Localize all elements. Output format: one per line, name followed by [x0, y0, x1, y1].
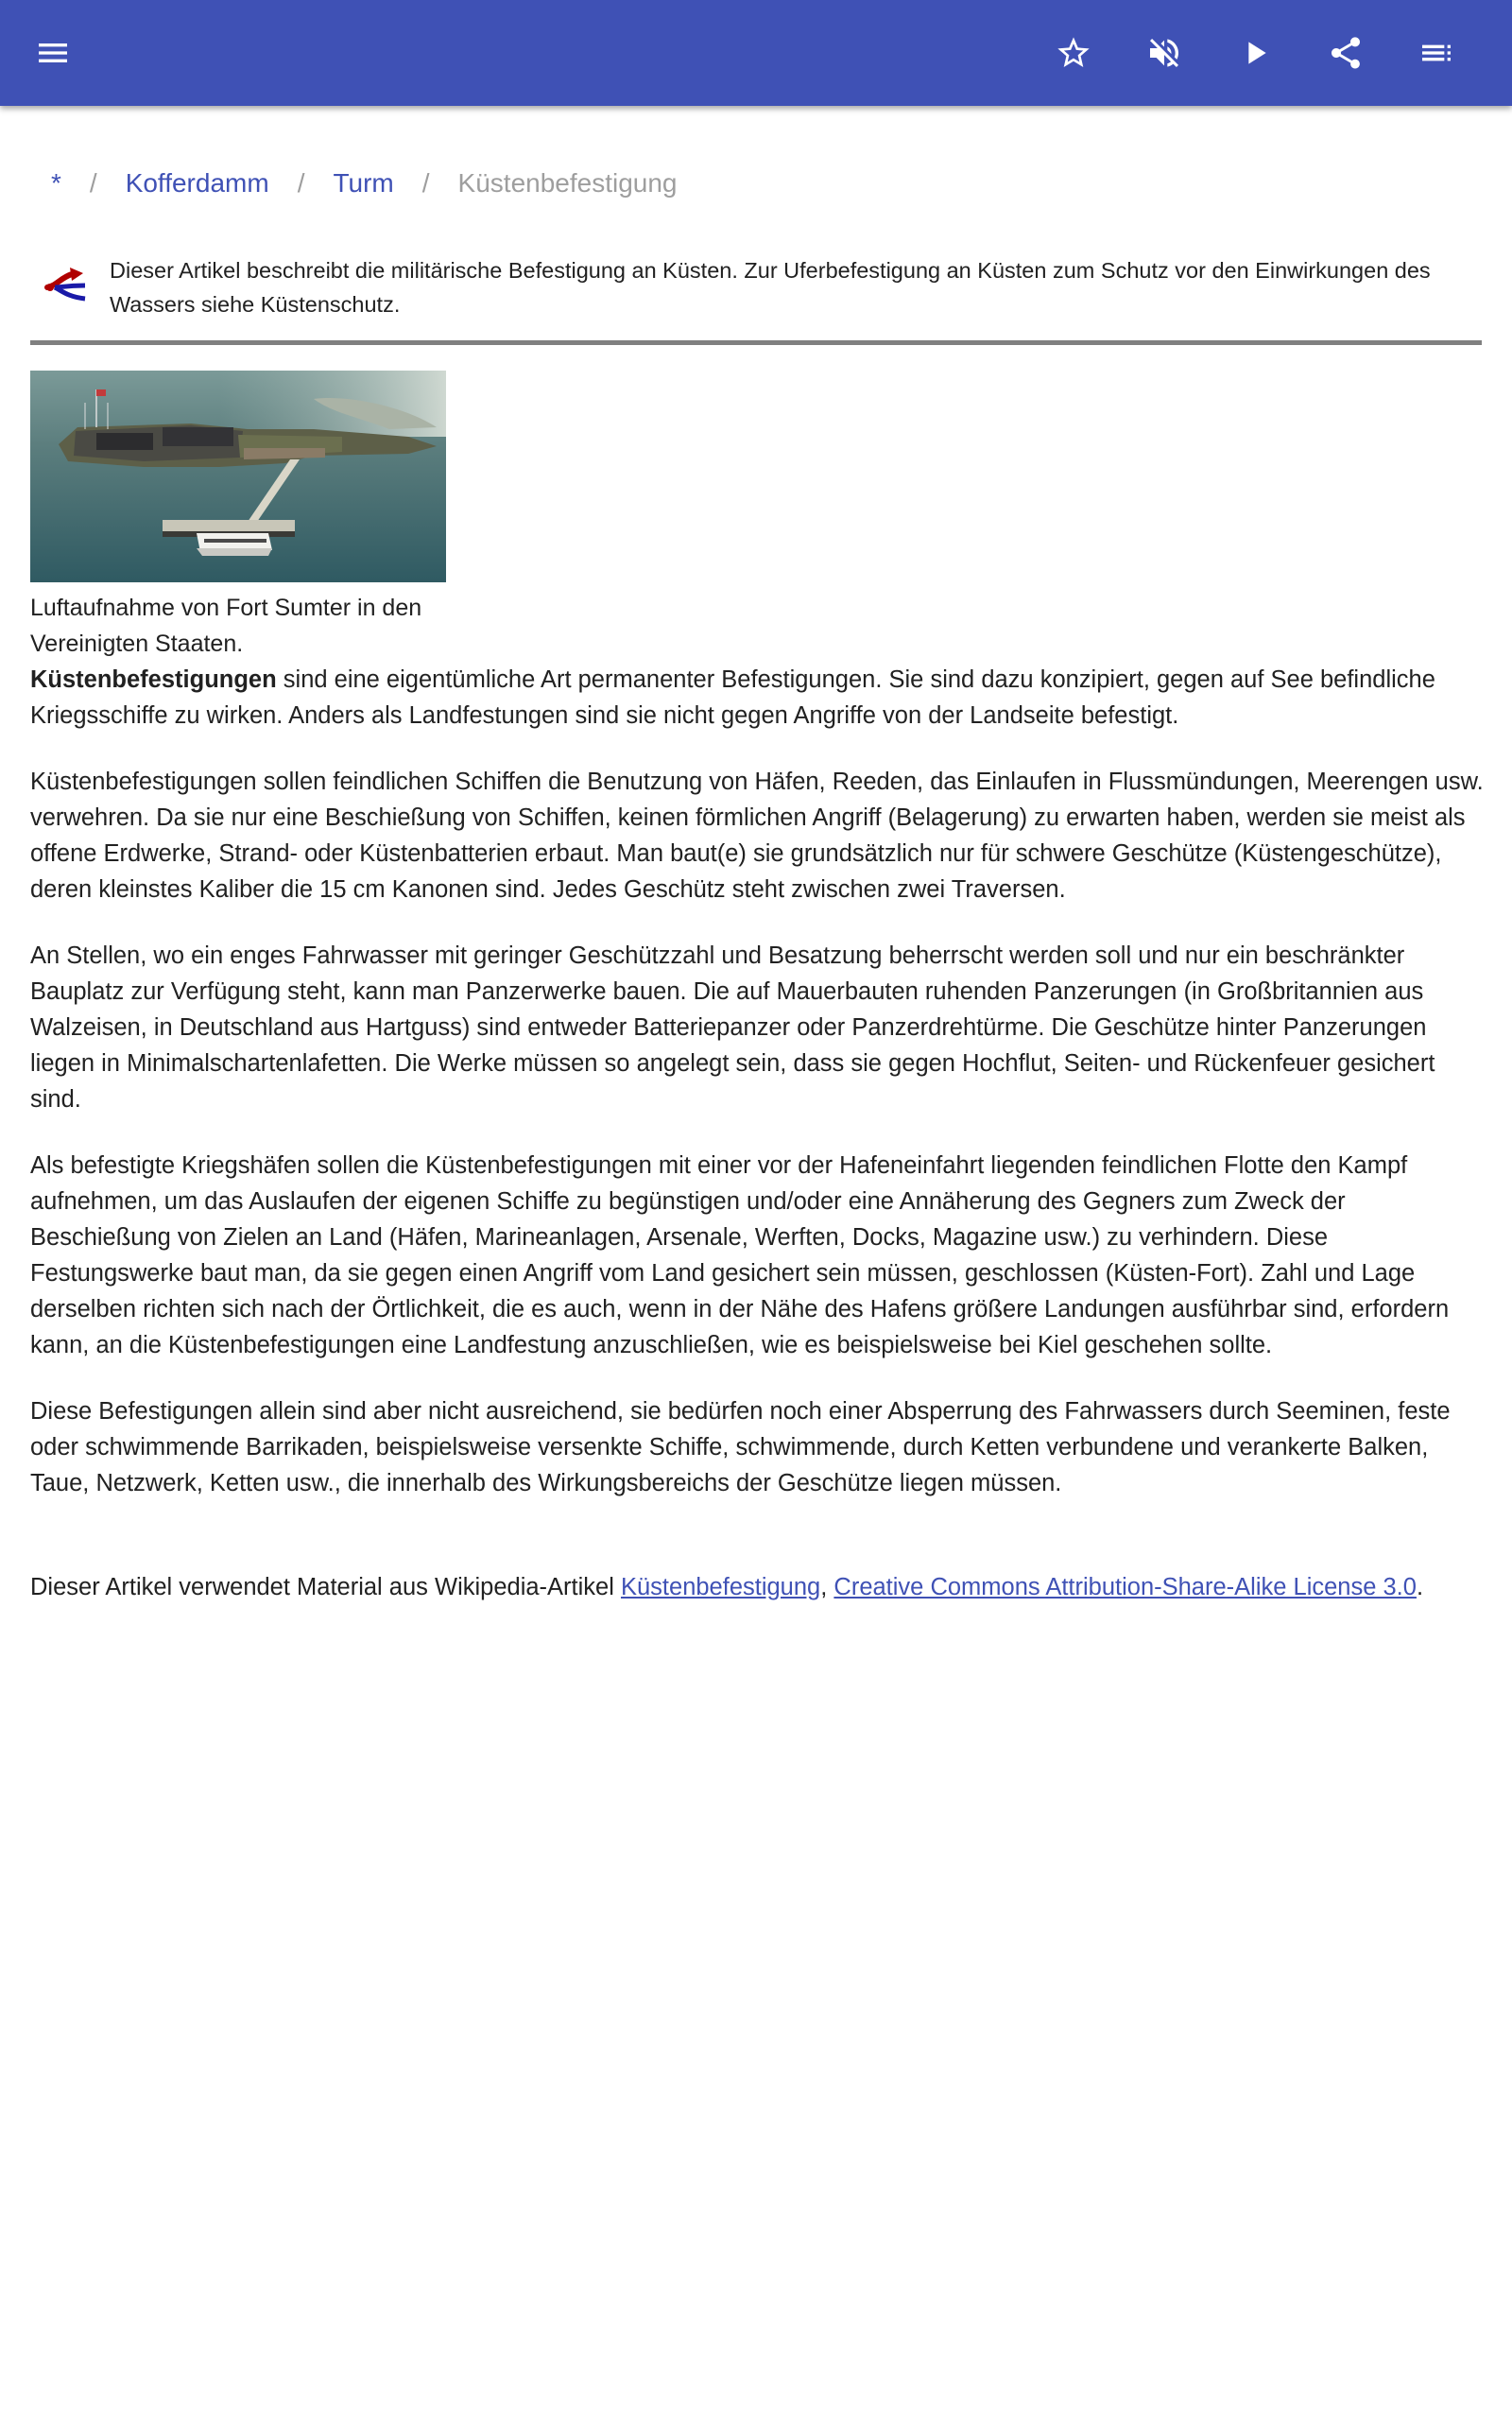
breadcrumb-kofferdamm[interactable]: Kofferdamm: [125, 168, 269, 198]
paragraph: Als befestigte Kriegshäfen sollen die Küstenbefestigungen mit einer vor der Hafeneinfahrt liegenden feindlichen Flotte den Kampf aufnehmen, um das Auslaufen der eigenen Schiffe zu begünstigen und/oder eine Annäherung des Gegners zum Zweck der Beschießung von Zielen an Land (Häfen, Marineanlagen, Arsenale, Werften, Docks, Magazine usw.) zu verhindern. Diese Festungswerke baut man, da sie gegen einen Angriff vom Land gesichert sein müssen, geschlossen (Küsten-Fort). Zahl und Lage derselben richten sich nach der Örtlichkeit, die es auch, wenn in der Nähe des Hafens größere Landungen ausführbar sind, erfordern kann, an die Küstenbefestigungen eine Landfestung anzuschließen, wie es beispielsweise bei Kiel geschehen sollte.: [30, 1152, 1450, 1358]
star-outline-icon: [1055, 34, 1092, 72]
hatnote: [30, 253, 1482, 345]
play-button[interactable]: [1228, 26, 1281, 79]
article-body: [30, 662, 1486, 1531]
bookmark-button[interactable]: [1047, 26, 1100, 79]
menu-icon: [34, 34, 72, 72]
play-icon: [1236, 34, 1274, 72]
attribution-note: [30, 1569, 1486, 1605]
paragraph: Diese Befestigungen allein sind aber nicht ausreichend, sie bedürfen noch einer Absperrung des Fahrwassers durch Seeminen, feste oder schwimmende Barrikaden, beispielsweise versenkte Schiffe, schwimmende, durch Ketten verbundene und verankerte Balken, Taue, Netzwerk, Ketten usw., die innerhalb des Wirkungsbereichs der Geschütze liegen müssen.: [30, 1398, 1451, 1496]
breadcrumb-separator: /: [421, 168, 430, 198]
article-figure: [30, 371, 446, 662]
app-bar: [0, 0, 1512, 106]
breadcrumb-turm[interactable]: Turm: [333, 168, 394, 198]
lead-paragraph: [30, 662, 1486, 734]
breadcrumb-separator: /: [89, 168, 97, 198]
fort-sumter-photo[interactable]: [30, 371, 446, 582]
breadcrumb-separator: /: [297, 168, 305, 198]
attribution-comma: ,: [820, 1574, 834, 1600]
share-button[interactable]: [1319, 26, 1372, 79]
hatnote-text: Dieser Artikel beschreibt die militärische Befestigung an Küsten. Zur Uferbefestigung an Küsten zum Schutz vor den Einwirkungen des Wassers siehe Küstenschutz.: [110, 258, 1431, 317]
breadcrumb-current: Küstenbefestigung: [457, 168, 678, 198]
toc-button[interactable]: [1410, 26, 1463, 79]
share-icon: [1327, 34, 1365, 72]
source-article-link[interactable]: Küstenbefestigung: [620, 1574, 821, 1600]
volume-off-icon: [1145, 34, 1183, 72]
breadcrumb-home[interactable]: *: [51, 168, 61, 198]
menu-button[interactable]: [26, 26, 79, 79]
mute-button[interactable]: [1138, 26, 1191, 79]
playlist-icon: [1418, 34, 1455, 72]
paragraph: Küstenbefestigungen sollen feindlichen Schiffen die Benutzung von Häfen, Reeden, das Einlaufen in Flussmündungen, Meerengen usw. verwehren. Da sie nur eine Beschießung von Schiffen, keinen förmlichen Angriff (Belagerung) zu erwarten haben, werden sie meist als offene Erdwerke, Strand- oder Küstenbatterien erbaut. Man baut(e) sie grundsätzlich nur für schwere Geschütze (Küstengeschütze), deren kleinstes Kaliber die 15 cm Kanonen sind. Jedes Geschütz steht zwischen zwei Traversen.: [30, 769, 1484, 903]
disambiguation-icon: [42, 265, 91, 306]
lead-term: Küstenbefestigungen: [30, 666, 277, 693]
attribution-suffix: .: [1416, 1574, 1424, 1600]
attribution-prefix: Dieser Artikel verwendet Material aus Wikipedia-Artikel: [30, 1574, 621, 1600]
figure-caption: Luftaufnahme von Fort Sumter in den Vereinigten Staaten.: [30, 595, 422, 657]
breadcrumb: [51, 168, 678, 199]
license-link[interactable]: Creative Commons Attribution-Share-Alike License 3.0: [833, 1574, 1417, 1600]
paragraph: An Stellen, wo ein enges Fahrwasser mit geringer Geschützzahl und Besatzung beherrscht werden soll und nur ein beschränkter Bauplatz zur Verfügung steht, kann man Panzerwerke bauen. Die auf Mauerbauten ruhenden Panzerungen (in Großbritannien aus Walzeisen, in Deutschland aus Hartguss) sind entweder Batteriepanzer oder Panzerdrehtürme. Die Geschütze hinter Panzerungen liegen in Minimalschartenlafetten. Die Werke müssen so angelegt sein, dass sie gegen Hochflut, Seiten- und Rückenfeuer gesichert sind.: [30, 942, 1435, 1113]
lead-text: sind eine eigentümliche Art permanenter Befestigungen. Sie sind dazu konzipiert, gegen auf See befindliche Kriegsschiffe zu wirken. Anders als Landfestungen sind sie nicht gegen Angriffe von der Landseite befestigt.: [30, 666, 1435, 729]
